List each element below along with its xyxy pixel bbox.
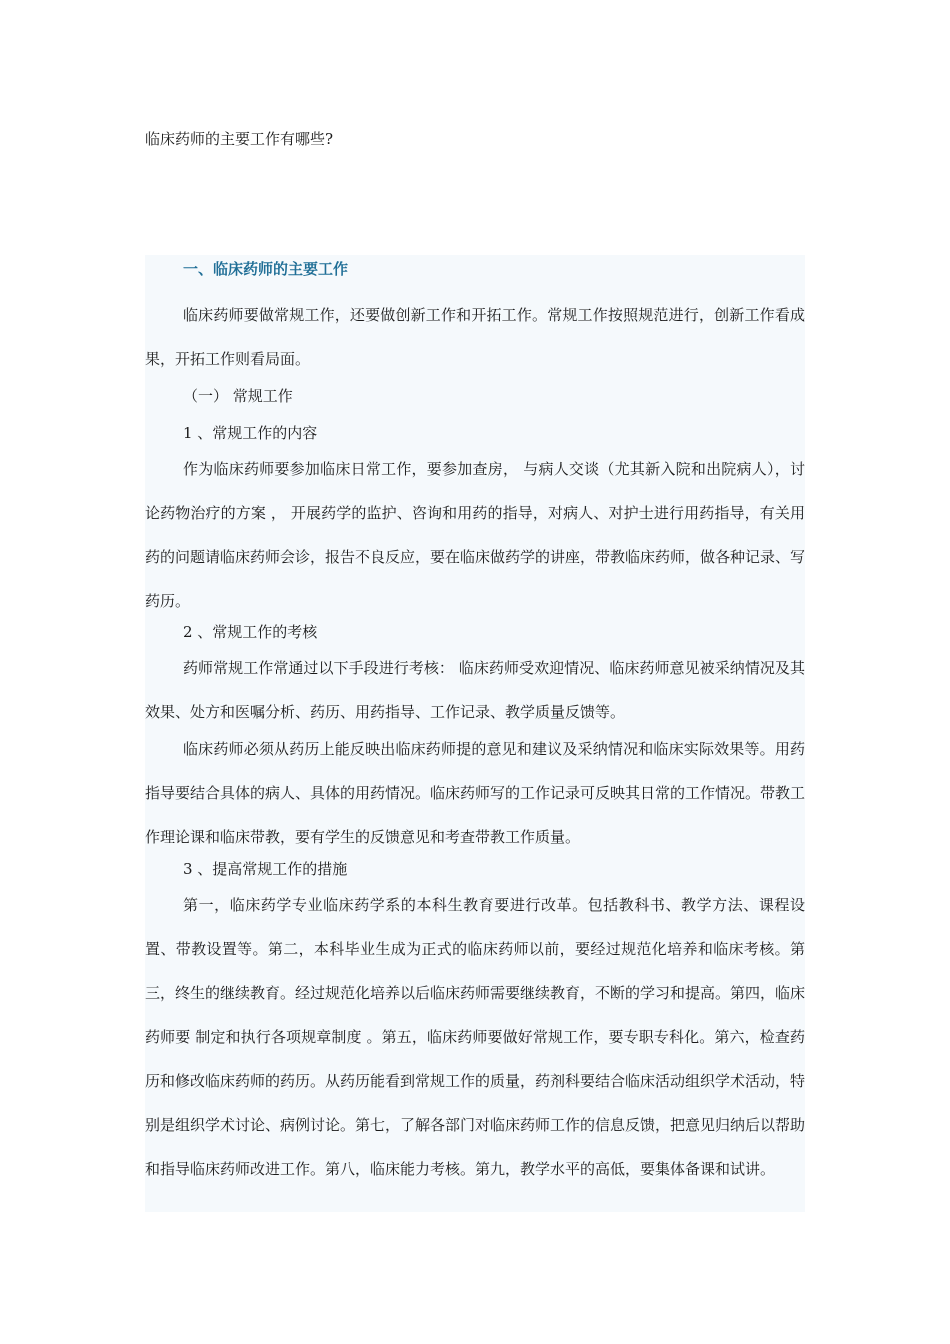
item-3-heading: 3 、提高常规工作的措施 [183, 860, 348, 878]
item-2-paragraph-2: 临床药师必须从药历上能反映出临床药师提的意见和建议及采纳情况和临床实际效果等。用药指导要结合具体的病人、具体的用药情况。临床药师写的工作记录可反映其日常的工作情况。带教工作理论课和临床带教，要有学生的反馈意见和考查带教工作质量。 [145, 740, 806, 846]
section-heading: 一、临床药师的主要工作 [183, 260, 349, 278]
item-2-heading: 2 、常规工作的考核 [183, 623, 318, 641]
article-panel [145, 255, 805, 1212]
item-3-paragraph: 第一，临床药学专业临床药学系的本科生教育要进行改革。包括教科书、教学方法、课程设置、带教设置等。第二，本科毕业生成为正式的临床药师以前，要经过规范化培养和临床考核。第三，终生的继续教育。经过规范化培养以后临床药师需要继续教育，不断的学习和提高。第四，临床药师要 制定和执行各项规章制度 。第五，临床药师要做好常规工作，要专职专科化。第六，检查药历和修改临床药师的药历。从药历能看到常规工作的质量，药剂科要结合临床活动组织学术活动，特别是组织学术讨论、病例讨论。第七，了解各部门对临床药师工作的信息反馈，把意见归纳后以帮助和指导临床药师改进工作。第八，临床能力考核。第九，教学水平的高低，要集体备课和试讲。 [145, 896, 806, 1178]
document-title: 临床药师的主要工作有哪些? [145, 130, 334, 148]
item-1-paragraph: 作为临床药师要参加临床日常工作，要参加查房， 与病人交谈（尤其新入院和出院病人），讨论药物治疗的方案 ， 开展药学的监护、咨询和用药的指导，对病人、对护士进行用药指导，有关用药的问题请临床药师会诊，报告不良反应，要在临床做药学的讲座，带教临床药师，做各种记录、写药历。 [145, 460, 806, 610]
item-1-heading: 1 、常规工作的内容 [183, 424, 318, 442]
intro-paragraph: 临床药师要做常规工作，还要做创新工作和开拓工作。常规工作按照规范进行，创新工作看成果，开拓工作则看局面。 [145, 306, 805, 368]
item-2-paragraph-1: 药师常规工作常通过以下手段进行考核： 临床药师受欢迎情况、临床药师意见被采纳情况及其效果、处方和医嘱分析、药历、用药指导、工作记录、教学质量反馈等。 [145, 659, 805, 721]
subsection-heading-routine-work: （一） 常规工作 [183, 387, 293, 405]
